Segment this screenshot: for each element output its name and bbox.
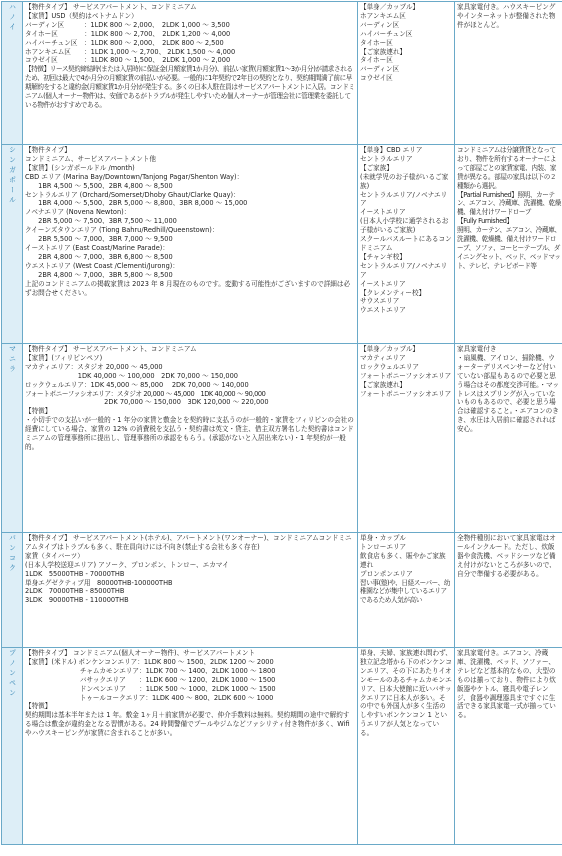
- area-text: 単身、夫婦、家族連れ問わず、独立記念塔から下のボンケンコンエリア、その下にあたりイオンモールのあるチャムカモンエリア、日本大使館に近いバサックエリアに日本人が多い。その中でも外国人が多く生活のしやすいボンケンコン 1 というエリアが人気となっている。: [360, 649, 452, 738]
- table-row-manila: [2, 344, 562, 533]
- info-line: チャムカモンエリア：1LDK 700 ～ 1400、2LDK 1000 ～ 1800: [25, 667, 355, 676]
- notes-text: 照明、カーテン、エアコン、冷蔵庫、洗濯機、乾燥機、備え付けワードローブ、ソファ、コーヒーテーブル、ダイニングセット、ベッド、ベッドマット、テレビ、テレビボード等: [457, 226, 561, 271]
- info-line: コウゼイ区 ：1LDK 800 ～ 1,500、 2LDK 1,000 ～ 2,000: [25, 56, 355, 65]
- info-line: 【物件タイプ】: [25, 146, 355, 155]
- city-name: プノンペン: [8, 649, 17, 699]
- table-row-singapore: [2, 145, 562, 344]
- info-line: ノベナエリア (Novena Newton)：: [25, 208, 355, 217]
- info-paragraph: 上記のコンドミニアムの掲載家賃は 2023 年 8 月現在のものです。変動する可能性がございますので詳細は必ずお問合せください。: [25, 280, 355, 298]
- info-line: クイーンズタウンエリア (Tiong Bahru/Redhill/Queenstown)：: [25, 226, 355, 235]
- area-cell: [358, 344, 455, 533]
- info-line: ハイバーチュン区 ：1LDK 800 ～ 2,000、 2LDK 800 ～ 2,500: [25, 39, 355, 48]
- info-paragraph: 【物件タイプ】 サービスアパートメント(ホテル)、アパートメント(ワンオーナー)、コンドミニアムコンドミニアムタイプはトラブルも多く、駐在員向けには不向き(禁止する会社も多く存在): [25, 534, 355, 552]
- info-line: タイホー区 ：1LDK 800 ～ 2,700、 2LDK 1,200 ～ 4,000: [25, 30, 355, 39]
- area-line: 【ご家族】: [360, 164, 452, 173]
- info-line: 2DK 70,000 ～ 150,000 3DK 120,000 ～ 220,000: [25, 398, 355, 407]
- info-line: コンドミニアム、サービスアパートメント他: [25, 155, 355, 164]
- area-line: (日本人小学校に通学されるお子様がいるご家族): [360, 217, 452, 235]
- area-line: 【単身／カップル】: [360, 3, 452, 12]
- area-line: 飲食店も多く、賑やかご家族連れ: [360, 552, 452, 570]
- info-line: 1LDK 55000THB - 70000THB: [25, 570, 355, 579]
- info-line: (日本人学校送迎エリア) アソーク、プロンポン、トンロー、エカマイ: [25, 561, 355, 570]
- area-line: ハイバーチュン区: [360, 30, 452, 39]
- notes-cell: [455, 145, 562, 344]
- info-line: 【家賃】(米ドル) ボンケンコンエリア：1LDK 800 ～ 1500、2LDK 1200 ～ 2000: [25, 658, 355, 667]
- area-line: サウスエリア: [360, 297, 452, 306]
- table-row-bangkok: [2, 533, 562, 648]
- info-line: セントラルエリア (Orchard/Somerset/Dhoby Ghaut/Clarke Quay)：: [25, 191, 355, 200]
- area-line: セントラルエリア/ノベナエリア: [360, 191, 452, 209]
- area-line: バーディン区: [360, 21, 452, 30]
- info-line: 2LDK 70000THB - 85000THB: [25, 587, 355, 596]
- info-line: 3LDK 90000THB - 110000THB: [25, 596, 355, 605]
- area-line: ロックウェルエリア: [360, 363, 452, 372]
- notes-text: 全物件種別において家具家電はオールインクルード。ただし、炊飯器や食洗機、ベッドシーツなど備え付けがないところが多いので、自分で準備する必要がある。: [457, 534, 561, 579]
- info-line: 【特徴】: [25, 702, 355, 711]
- area-line: (未就学児のお子様がいるご家族): [360, 173, 452, 191]
- city-name: マニラ: [8, 345, 17, 375]
- notes-text: 【Fully Furnished】: [457, 217, 561, 226]
- info-line: 2BR 5,500 ～ 7,000、3BR 7,000 ～ 9,500: [25, 235, 355, 244]
- info-line: ホアンキエム区 ：1LDK 1,000 ～ 2,700、 2LDK 1,500 ～ 4,000: [25, 48, 355, 57]
- area-line: 【ご家族連れ】: [360, 381, 452, 390]
- city-name: ハノイ: [8, 3, 17, 33]
- area-line: セントラルエリア/ノベナエリア: [360, 262, 452, 280]
- notes-text: コンドミニアムは分譲賃貸となっており、物件を所有するオーナーによって部屋ごとの家賃家電、内装、家賃が異なる。部屋の家具は以下の２種類から選択。: [457, 146, 561, 191]
- area-line: イーストエリア: [360, 208, 452, 217]
- info-line: 【特徴】: [25, 407, 355, 416]
- notes-cell: [455, 344, 562, 533]
- area-line: イーストエリア: [360, 280, 452, 289]
- area-line: トンローエリア: [360, 543, 452, 552]
- info-line: 【家賃】(シンガポールドル /month): [25, 164, 355, 173]
- city-label-cell: [2, 145, 23, 344]
- info-line: 1DK 40,000 ～ 100,000 2DK 70,000 ～ 150,000: [25, 372, 355, 381]
- info-line: 【物件タイプ】 サービスアパートメント、コンドミニアム: [25, 3, 355, 12]
- info-line: イーストエリア (East Coast/Marine Parade)：: [25, 244, 355, 253]
- property-info-cell: [23, 344, 358, 533]
- property-info-cell: [23, 145, 358, 344]
- area-line: セントラルエリア: [360, 155, 452, 164]
- info-line: CBD エリア (Marina Bay/Downtown/Tanjong Pagar/Shenton Way)：: [25, 173, 355, 182]
- area-line: 【チャンギ校】: [360, 253, 452, 262]
- info-line: 2BR 4,800 ～ 7,000、3BR 5,800 ～ 8,500: [25, 271, 355, 280]
- notes-text: 【Partial Furnished】照明、カーテン、エアコン、冷蔵庫、洗濯機、乾燥機、備え付けワードローブ: [457, 191, 561, 218]
- table-row-hanoi: [2, 2, 562, 145]
- housing-table: [1, 1, 562, 845]
- area-line: ホアンキエム区: [360, 12, 452, 21]
- info-line: 家賃（タイバーツ）: [25, 552, 355, 561]
- info-line: 【家賃】(フィリピンペソ): [25, 354, 355, 363]
- info-line: 1BR 4,000 ～ 5,500、2BR 5,000 ～ 8,800、3BR 8,000 ～ 15,000: [25, 199, 355, 208]
- property-info-cell: [23, 533, 358, 648]
- info-line: 【家賃】USD（契約はベトナムドン）: [25, 12, 355, 21]
- area-line: バーディン区: [360, 65, 452, 74]
- info-paragraph: 契約期間は基本半年または 1 年。敷金 1ヶ月＋前家賃が必要で、仲介手数料は無料。契約期間の途中で解約する場合は敷金が違約金となる習慣がある。24 時間警備でプールやジムなどファシリティ付き物件が多く、Wifi やハウスキーピングが家賃に含まれることが多い。: [25, 711, 355, 738]
- table-row-phnompenh: [2, 648, 562, 845]
- area-cell: [358, 648, 455, 845]
- info-line: ドンペンエリア ：1LDK 500 ～ 1000、2LDK 1000 ～ 1500: [25, 685, 355, 694]
- info-line: マカティエリア：スタジオ 20,000 ～ 45,000: [25, 363, 355, 372]
- property-info-cell: [23, 2, 358, 145]
- area-cell: [358, 533, 455, 648]
- info-line: 2BR 5,000 ～ 7,500、3BR 7,500 ～ 11,000: [25, 217, 355, 226]
- area-line: フォートボニーファシオエリア: [360, 390, 452, 399]
- area-line: 【単身】CBD エリア: [360, 146, 452, 155]
- area-line: スクールバスルートにあるコンドミニアム: [360, 235, 452, 253]
- info-line: バーディン区 ：1LDK 800 ～ 2,000、 2LDK 1,000 ～ 3,500: [25, 21, 355, 30]
- city-label-cell: [2, 2, 23, 145]
- area-line: 【クレメンティー校】: [360, 289, 452, 298]
- area-line: プロンポンエリア: [360, 570, 452, 579]
- notes-text: 家具家電付き。ハウスキーピングやインターネットが整備された物件がほとんど。: [457, 3, 561, 30]
- area-line: タイホー区: [360, 39, 452, 48]
- area-cell: [358, 2, 455, 145]
- notes-text: ・扇風機、アイロン、掃除機、ウォーターデリスペンサーなど付いていない部屋もあるので必要と思う場合はその都度交渉可能。・マットレスはスプリングが入っていないものもあるので、必要と思う場合は確認すること。・エアコンのきき、水圧は入居前に確認されれば安心。: [457, 354, 561, 434]
- area-line: 単身・カップル: [360, 534, 452, 543]
- info-line: ウエストエリア (West Coast /Clementi/Jurong)：: [25, 262, 355, 271]
- area-line: 【単身／カップル】: [360, 345, 452, 354]
- info-line: フォートボニーファシオエリア：スタジオ 20,000 ～ 45,000 1DK 40,000 ～ 90,000: [25, 390, 355, 399]
- city-label-cell: [2, 533, 23, 648]
- area-line: 習い事(塾)や、日経スーパー、幼稚園などが集中しているエリアであるため人気が高い: [360, 579, 452, 606]
- city-label-cell: [2, 648, 23, 845]
- info-paragraph: ・小切手での支払いが一般的・1 年分の家賃と敷金とを契約時に支払うのが一般的・家賃をフィリピンの会社の経費にしている場合、家賃の 12% の消費税を支払う・契約書は英文・貸主、借主双方署名した契約書はコンドミニアムの管理事務所に提出し、管理事務所の承認をもらう。(承認がないと入居出来ない)・1 年契約が一般的。: [25, 416, 355, 452]
- info-line: 単身エグゼクティブ用 80000THB-100000THB: [25, 579, 355, 588]
- info-line: トゥールコークエリア：1LDK 400 ～ 800、2LDK 600 ～ 1000: [25, 694, 355, 703]
- area-line: コウゼイ区: [360, 74, 452, 83]
- area-line: ウエストエリア: [360, 306, 452, 315]
- notes-cell: [455, 648, 562, 845]
- info-line: バサックエリア ：1LDK 600 ～ 1200、2LDK 1000 ～ 1500: [25, 676, 355, 685]
- area-cell: [358, 145, 455, 344]
- notes-cell: [455, 533, 562, 648]
- city-name: シンガポール: [8, 146, 17, 206]
- area-line: フォートボニーファシオエリア: [360, 372, 452, 381]
- info-line: 【物件タイプ】 コンドミニアム(個人オーナー物件)、サービスアパートメント: [25, 649, 355, 658]
- info-line: 2BR 4,800 ～ 7,000、3BR 6,800 ～ 8,500: [25, 253, 355, 262]
- notes-cell: [455, 2, 562, 145]
- info-line: ロックウェルエリア：1DK 45,000 ～ 85,000 2DK 70,000 ～ 140,000: [25, 381, 355, 390]
- area-line: マカティエリア: [360, 354, 452, 363]
- area-line: 【ご家族連れ】: [360, 48, 452, 57]
- area-line: タイホー区: [360, 56, 452, 65]
- city-name: バンコク: [8, 534, 17, 574]
- notes-text: 家具家電付き: [457, 345, 561, 354]
- city-label-cell: [2, 344, 23, 533]
- notes-text: 家具家電付き。エアコン、冷蔵庫、洗濯機、ベッド、ソファー、テレビなど基本的なもの、大型のものは揃っており、物件により炊飯器やケトル、寝具や電子レンジ、食器や調理器具まですぐに生活できる家具家電一式が揃っている。: [457, 649, 561, 720]
- info-line: 【物件タイプ】 サービスアパートメント、コンドミニアム: [25, 345, 355, 354]
- info-line: 1BR 4,500 ～ 5,500、2BR 4,800 ～ 8,500: [25, 182, 355, 191]
- property-info-cell: [23, 648, 358, 845]
- info-paragraph: 【特徴】リース契約締結時(または入居時)に保証金(月額家賃1か月分)、前払い家賃(月額家賃1～3か月分)が請求されるため、初回は最大で4か月分の月額家賃の前払いが必要。一般的に1年契約で2年目の契約となり、契約期間満了前に早期解約をすると違約金(月額家賃1か月分)が発生する。多くの日本人駐在員はサービスアパートメントに入居。コンドミニアム(個人オーナー物件)は、安価であるがトラブルが発生しやすいため個人オーナーが管理会社に管理業を委託している物件がおすすめである。: [25, 65, 355, 110]
